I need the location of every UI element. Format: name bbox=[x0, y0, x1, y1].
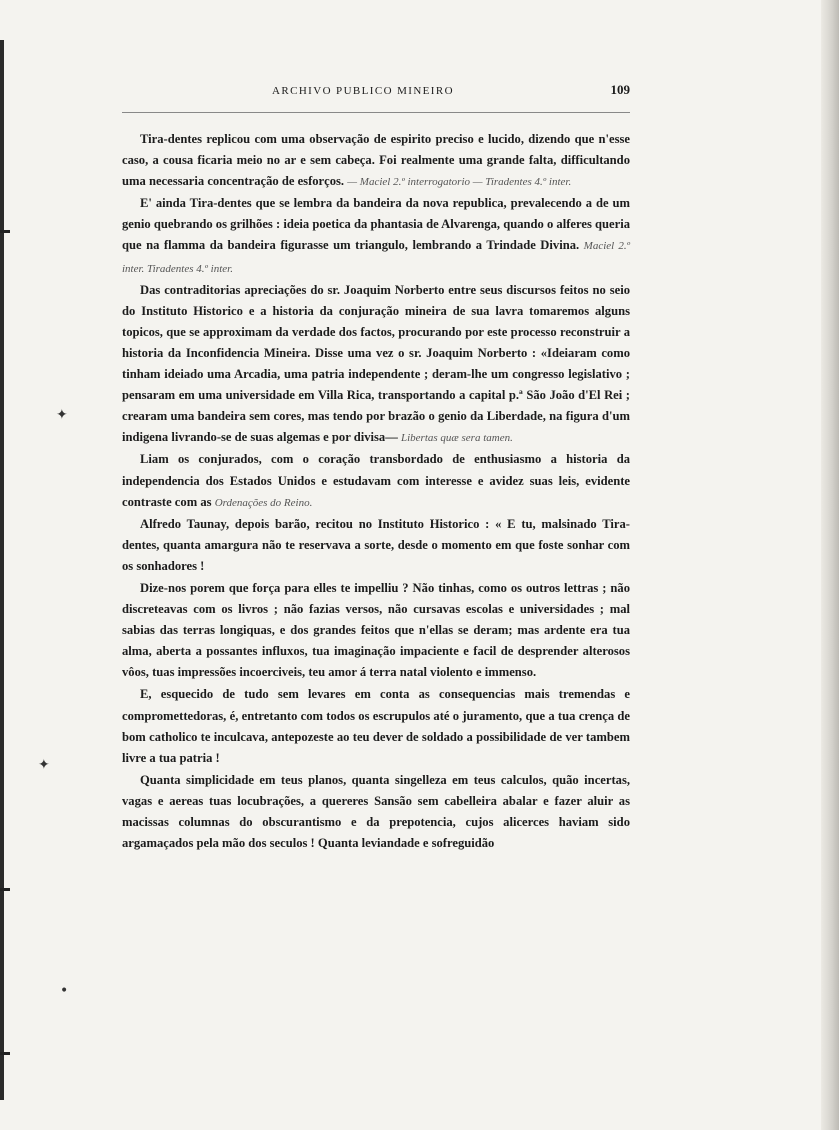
paragraph-text: Tira-dentes replicou com uma observação de espirito preciso e lucido, dizendo que n'esse caso, a cousa ficaria meio no ar e sem cabeça. Foi realmente uma grande falta, difficultando uma necessaria concentração de esforços. bbox=[122, 132, 630, 189]
paragraph-text: Liam os conjurados, com o coração transbordado de enthusiasmo a historia da independencia dos Estados Unidos e estudavam com interesse e avidez suas leis, evidente contraste com as bbox=[122, 452, 630, 509]
margin-mark: ✦ bbox=[38, 757, 50, 773]
paragraph-text: Quanta simplicidade em teus planos, quanta singelleza em teus calculos, quão incertas, vagas e aereas tuas locubrações, a quereres Sansão sem cabelleira abalar e fazer aluir as macissas columnas do obscurantismo e da prepotencia, cujos alicerces haviam sido argamaçados pela mão dos seculos ! Quanta leviandade e sofreguidão bbox=[122, 772, 630, 851]
page-number: 109 bbox=[610, 82, 630, 97]
running-title: ARCHIVO PUBLICO MINEIRO bbox=[272, 85, 454, 97]
paragraph bbox=[122, 129, 630, 193]
margin-mark: • bbox=[60, 983, 69, 999]
paragraph-text: Dize-nos porem que força para elles te impelliu ? Não tinhas, como os outros lettras ; não discreteavas com os livros ; não fazias versos, não cursavas escolas e universidades ; mal sabias das terras longiquas, e dos grandes feitos que n'ellas se deram; mas ardente era tua alma, aberta a possantes influxos, tua imaginação impaciente e facil de desprender alterosos vôos, tuas impressões incoerciveis, teu amor á terra natal violento e immenso. bbox=[122, 580, 630, 680]
running-header bbox=[122, 82, 630, 113]
paragraph-citation: Libertas quæ sera tamen. bbox=[400, 432, 513, 445]
paragraph bbox=[122, 684, 630, 769]
paragraph bbox=[122, 514, 630, 578]
paragraph-text: Das contraditorias apreciações do sr. Joaquim Norberto entre seus discursos feitos no seio do Instituto Historico e a historia da conjuração mineira de sua lavra tomaremos alguns topicos, que se approximam da verdade dos factos, procurando por este processo reconstruir a historia da Inconfidencia Mineira. Disse uma vez o sr. Joaquim Norberto : «Ideiaram como tinham ideiado uma Arcadia, uma patria independente ; deram-lhe um congresso legislativo ; pensaram em uma universidade em Villa Rica, transportando a capital p.ª São João d'El Rei ; crearam uma bandeira sem cores, mas tendo por brazão o genio da Liberdade, na figura d'um indigena livrando-se de suas algemas e por divisa— bbox=[122, 282, 630, 445]
paragraph-citation: Maciel 2.º inter. Tiradentes 4.º inter. bbox=[122, 240, 630, 275]
paragraph bbox=[122, 193, 630, 279]
paragraph-text: E, esquecido de tudo sem levares em conta as consequencias mais tremendas e compromettedoras, é, entretanto com todos os escrupulos até o juramento, que a tua crença de bom catholico te inculcava, antepozeste ao teu dever de soldado a possibilidade de ver tambem livre a tua patria ! bbox=[122, 687, 630, 765]
scan-tick bbox=[0, 888, 10, 891]
scan-edge-left bbox=[0, 40, 4, 1100]
margin-mark: ✦ bbox=[56, 407, 68, 423]
body-text bbox=[122, 129, 630, 855]
paragraph-citation: Ordenações do Reino. bbox=[214, 496, 313, 509]
paragraph bbox=[122, 280, 630, 450]
paragraph bbox=[122, 770, 630, 855]
paragraph-citation: — Maciel 2.º interrogatorio — Tiradentes 4.º inter. bbox=[347, 176, 572, 189]
paragraph-text: Alfredo Taunay, depois barão, recitou no Instituto Historico : « E tu, malsinado Tira-dentes, quanta amargura não te reservava a sorte, desde o momento em que foste sonhar com os sonhadores ! bbox=[122, 516, 630, 573]
paragraph-text: E' ainda Tira-dentes que se lembra da bandeira da nova republica, prevalecendo a de um genio quebrando os grilhões : ideia poetica da phantasia de Alvarenga, quando o alferes queria que na flamma da bandeira figurasse um triangulo, lembrando a Trindade Divina. bbox=[122, 196, 630, 253]
document-page bbox=[122, 82, 630, 855]
paragraph bbox=[122, 449, 630, 513]
scan-tick bbox=[0, 230, 10, 233]
paragraph bbox=[122, 578, 630, 684]
scan-tick bbox=[0, 1052, 10, 1055]
scan-edge-right bbox=[821, 0, 839, 1130]
